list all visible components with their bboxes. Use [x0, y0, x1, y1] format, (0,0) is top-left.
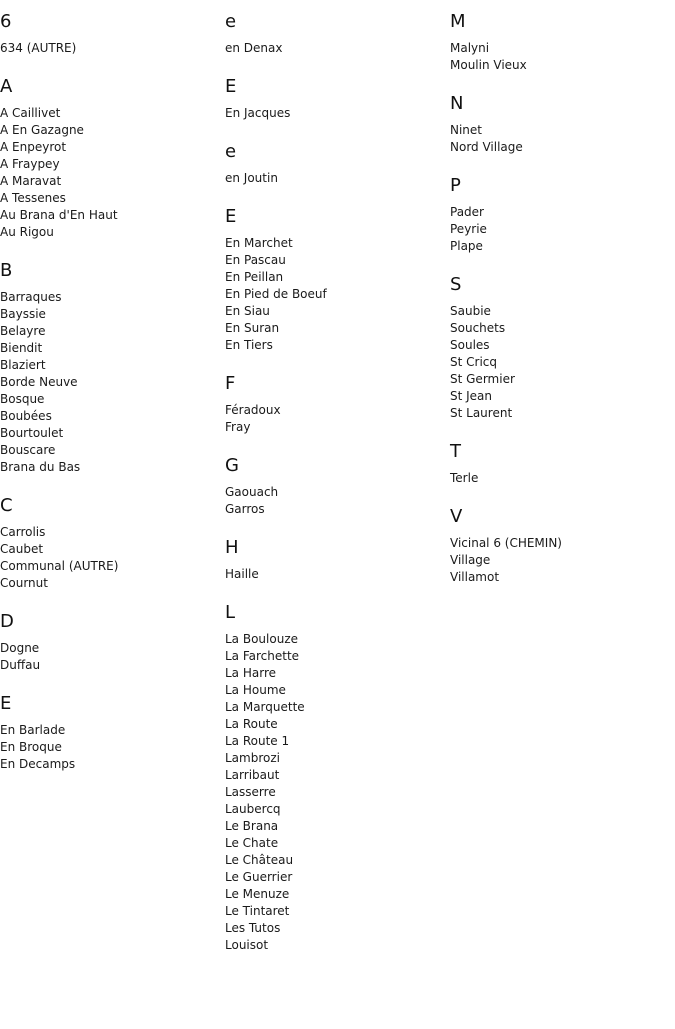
- list-item[interactable]: Duffau: [0, 658, 41, 672]
- letter-group-6: [0, 9, 222, 57]
- list-item[interactable]: Les Tutos: [225, 921, 281, 935]
- list-item[interactable]: Bouscare: [0, 443, 56, 457]
- index-column-1: [0, 9, 222, 790]
- list-item[interactable]: Biendit: [0, 341, 43, 355]
- group-letter: F: [225, 373, 236, 394]
- list-item[interactable]: Moulin Vieux: [450, 58, 527, 72]
- list-item[interactable]: Malyni: [450, 41, 490, 55]
- list-item[interactable]: La Harre: [225, 666, 277, 680]
- group-letter: C: [0, 495, 13, 516]
- letter-group-t: [450, 439, 672, 487]
- index-column-3: [450, 9, 672, 603]
- list-item[interactable]: Bosque: [0, 392, 45, 406]
- entry-list: [225, 566, 447, 583]
- group-letter: G: [225, 455, 239, 476]
- group-letter: B: [0, 260, 13, 281]
- group-letter: e: [225, 141, 237, 162]
- list-item[interactable]: La Route: [225, 717, 278, 731]
- group-letter: 6: [0, 11, 12, 32]
- letter-group-e: [0, 691, 222, 773]
- list-item[interactable]: Féradoux: [225, 403, 281, 417]
- list-item[interactable]: Cournut: [0, 576, 48, 590]
- list-item[interactable]: Gaouach: [225, 485, 279, 499]
- list-item[interactable]: St Laurent: [450, 406, 513, 420]
- entry-list: [225, 402, 447, 436]
- list-item[interactable]: A En Gazagne: [0, 123, 84, 137]
- entry-list: [0, 40, 222, 57]
- list-item[interactable]: Au Brana d'En Haut: [0, 208, 118, 222]
- letter-group-e-lower: [225, 139, 447, 187]
- list-item[interactable]: A Tessenes: [0, 191, 66, 205]
- letter-group-m: [450, 9, 672, 74]
- list-item[interactable]: Bourtoulet: [0, 426, 64, 440]
- entry-list: [450, 535, 672, 586]
- group-letter: e: [225, 11, 237, 32]
- list-item[interactable]: Souchets: [450, 321, 506, 335]
- letter-group-c: [0, 493, 222, 592]
- group-letter: M: [450, 11, 466, 32]
- list-item[interactable]: En Siau: [225, 304, 270, 318]
- list-item[interactable]: A Maravat: [0, 174, 62, 188]
- list-item[interactable]: Le Tintaret: [225, 904, 290, 918]
- list-item[interactable]: La Boulouze: [225, 632, 298, 646]
- list-item[interactable]: Le Chate: [225, 836, 279, 850]
- list-item[interactable]: Haille: [225, 567, 259, 581]
- group-letter: H: [225, 537, 239, 558]
- list-item[interactable]: Communal (AUTRE): [0, 559, 119, 573]
- entry-list: [225, 170, 447, 187]
- list-item[interactable]: 634 (AUTRE): [0, 41, 77, 55]
- list-item[interactable]: Borde Neuve: [0, 375, 78, 389]
- entry-list: [450, 40, 672, 74]
- list-item[interactable]: St Cricq: [450, 355, 497, 369]
- letter-group-e: [225, 74, 447, 122]
- list-item[interactable]: Villamot: [450, 570, 500, 584]
- entry-list: [225, 631, 447, 954]
- list-item[interactable]: Laubercq: [225, 802, 281, 816]
- letter-group-a: [0, 74, 222, 241]
- letter-group-v: [450, 504, 672, 586]
- entry-list: [225, 40, 447, 57]
- list-item[interactable]: St Jean: [450, 389, 493, 403]
- index-column-2: [225, 9, 447, 971]
- letter-group-p: [450, 173, 672, 255]
- group-letter: A: [0, 76, 13, 97]
- list-item[interactable]: Caubet: [0, 542, 44, 556]
- list-item[interactable]: La Route 1: [225, 734, 290, 748]
- entry-list: [0, 722, 222, 773]
- letter-group-d: [0, 609, 222, 674]
- list-item[interactable]: En Peillan: [225, 270, 284, 284]
- list-item[interactable]: Barraques: [0, 290, 62, 304]
- letter-group-e: [225, 204, 447, 354]
- group-letter: D: [0, 611, 14, 632]
- list-item[interactable]: En Suran: [225, 321, 280, 335]
- list-item[interactable]: Bayssie: [0, 307, 46, 321]
- group-letter: N: [450, 93, 464, 114]
- list-item[interactable]: Dogne: [0, 641, 40, 655]
- list-item[interactable]: Pader: [450, 205, 484, 219]
- list-item[interactable]: En Decamps: [0, 757, 76, 771]
- list-item[interactable]: A Enpeyrot: [0, 140, 67, 154]
- group-letter: T: [450, 441, 461, 462]
- group-letter: P: [450, 175, 461, 196]
- group-letter: E: [0, 693, 12, 714]
- entry-list: [450, 470, 672, 487]
- list-item[interactable]: En Marchet: [225, 236, 293, 250]
- list-item[interactable]: Louisot: [225, 938, 269, 952]
- list-item[interactable]: Ninet: [450, 123, 483, 137]
- list-item[interactable]: Le Guerrier: [225, 870, 293, 884]
- list-item[interactable]: St Germier: [450, 372, 515, 386]
- list-item[interactable]: La Farchette: [225, 649, 300, 663]
- list-item[interactable]: En Barlade: [0, 723, 66, 737]
- list-item[interactable]: En Pied de Boeuf: [225, 287, 327, 301]
- list-item[interactable]: Garros: [225, 502, 265, 516]
- letter-group-g: [225, 453, 447, 518]
- list-item[interactable]: A Caillivet: [0, 106, 61, 120]
- list-item[interactable]: Saubie: [450, 304, 491, 318]
- list-item[interactable]: Larribaut: [225, 768, 280, 782]
- entry-list: [450, 303, 672, 422]
- list-item[interactable]: Nord Village: [450, 140, 523, 154]
- list-item[interactable]: Boubées: [0, 409, 52, 423]
- group-letter: E: [225, 76, 237, 97]
- list-item[interactable]: Carrolis: [0, 525, 46, 539]
- list-item[interactable]: Brana du Bas: [0, 460, 81, 474]
- list-item[interactable]: Terle: [450, 471, 479, 485]
- letter-group-l: [225, 600, 447, 954]
- list-item[interactable]: Lasserre: [225, 785, 276, 799]
- list-item[interactable]: A Fraypey: [0, 157, 60, 171]
- entry-list: [450, 204, 672, 255]
- list-item[interactable]: En Broque: [0, 740, 62, 754]
- list-item[interactable]: En Pascau: [225, 253, 286, 267]
- list-item[interactable]: En Tiers: [225, 338, 273, 352]
- entry-list: [0, 289, 222, 476]
- letter-group-n: [450, 91, 672, 156]
- group-letter: L: [225, 602, 236, 623]
- list-item[interactable]: Au Rigou: [0, 225, 54, 239]
- list-item[interactable]: Le Château: [225, 853, 294, 867]
- entry-list: [0, 105, 222, 241]
- entry-list: [225, 484, 447, 518]
- entry-list: [0, 524, 222, 592]
- entry-list: [450, 122, 672, 156]
- list-item[interactable]: La Houme: [225, 683, 286, 697]
- letter-group-b: [0, 258, 222, 476]
- list-item[interactable]: Blaziert: [0, 358, 46, 372]
- entry-list: [225, 105, 447, 122]
- list-item[interactable]: Plape: [450, 239, 483, 253]
- list-item[interactable]: Village: [450, 553, 491, 567]
- letter-group-e-lower: [225, 9, 447, 57]
- list-item[interactable]: Fray: [225, 420, 251, 434]
- list-item[interactable]: Vicinal 6 (CHEMIN): [450, 536, 562, 550]
- list-item[interactable]: Peyrie: [450, 222, 487, 236]
- group-letter: E: [225, 206, 237, 227]
- list-item[interactable]: Le Brana: [225, 819, 279, 833]
- list-item[interactable]: Lambrozi: [225, 751, 280, 765]
- list-item[interactable]: Le Menuze: [225, 887, 290, 901]
- list-item[interactable]: en Joutin: [225, 171, 278, 185]
- group-letter: S: [450, 274, 462, 295]
- letter-group-f: [225, 371, 447, 436]
- group-letter: V: [450, 506, 463, 527]
- entry-list: [0, 640, 222, 674]
- list-item[interactable]: Belayre: [0, 324, 46, 338]
- list-item[interactable]: en Denax: [225, 41, 283, 55]
- entry-list: [225, 235, 447, 354]
- letter-group-s: [450, 272, 672, 422]
- list-item[interactable]: En Jacques: [225, 106, 291, 120]
- list-item[interactable]: Soules: [450, 338, 490, 352]
- letter-group-h: [225, 535, 447, 583]
- list-item[interactable]: La Marquette: [225, 700, 305, 714]
